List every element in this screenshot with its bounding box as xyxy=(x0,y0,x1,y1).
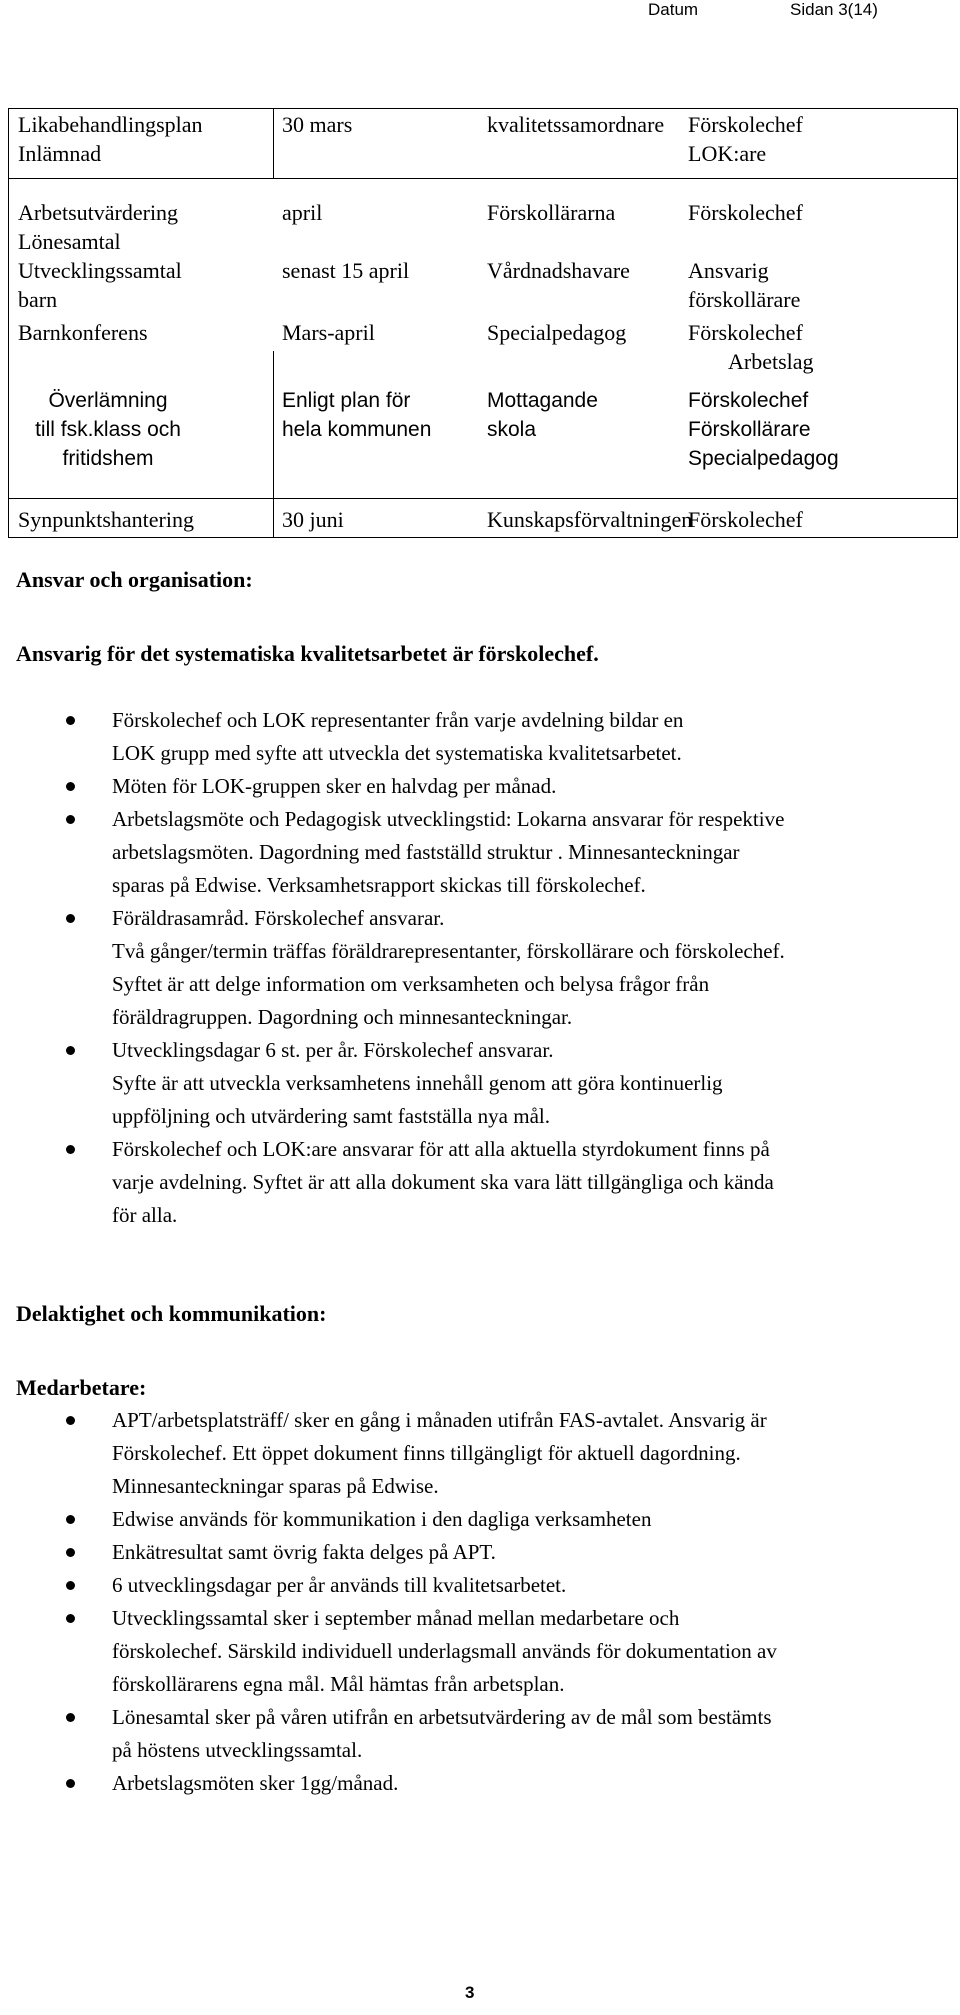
list-item xyxy=(16,1602,946,1701)
section-delaktighet-heading: Delaktighet och kommunikation: xyxy=(16,1301,327,1326)
table-cell-r2-c1 xyxy=(18,198,178,256)
section-ansvar-subheading: Ansvarig för det systematiska kvalitetsarbetet är förskolechef. xyxy=(16,641,599,666)
list-item xyxy=(16,902,946,1034)
list-item-line: APT/arbetsplatsträff/ sker en gång i månaden utifrån FAS-avtalet. Ansvarig är xyxy=(112,1408,767,1432)
table-cell-line: Kunskapsförvaltningen xyxy=(487,507,693,532)
table-cell-line: Ansvarig xyxy=(688,258,769,283)
list-item xyxy=(16,770,946,803)
table-cell-line: Förskollärare xyxy=(688,418,811,441)
table-cell-line: Mottagande xyxy=(487,389,598,412)
bullet-icon xyxy=(66,1779,75,1788)
bullet-icon xyxy=(66,815,75,824)
table-cell-r3-c4 xyxy=(688,256,960,314)
list-item-line: LOK grupp med syfte att utveckla det systematiska kvalitetsarbetet. xyxy=(112,741,682,765)
list-item-line: förskolechef. Särskild individuell underlagsmall används för dokumentation av xyxy=(112,1639,777,1663)
list-item-line: Utvecklingssamtal sker i september månad mellan medarbetare och xyxy=(112,1606,680,1630)
list-item-line: Arbetslagsmöte och Pedagogisk utvecklingstid: Lokarna ansvarar för respektive xyxy=(112,807,785,831)
list-item xyxy=(16,803,946,902)
table-cell-line: Förskolechef xyxy=(688,200,803,225)
table-cell-r5-c1 xyxy=(8,386,208,473)
table-cell-r2-c3 xyxy=(487,198,615,227)
table-cell-r3-c3 xyxy=(487,256,630,285)
bullet-icon xyxy=(66,1145,75,1154)
bullet-icon xyxy=(66,914,75,923)
table-cell-line: senast 15 april xyxy=(282,258,410,283)
table-cell-line: fritidshem xyxy=(62,447,154,470)
list-item-line: Minnesanteckningar sparas på Edwise. xyxy=(112,1474,439,1498)
list-item-line: Syfte är att utveckla verksamhetens innehåll genom att göra kontinuerlig xyxy=(112,1071,723,1095)
list-item-line: Enkätresultat samt övrig fakta delges på APT. xyxy=(112,1540,496,1564)
list-item-line: Förskolechef och LOK representanter från varje avdelning bildar en xyxy=(112,708,684,732)
page-number: 3 xyxy=(465,1983,475,2002)
table-cell-r4-c3 xyxy=(487,318,626,347)
table-cell-line: Förskollärarna xyxy=(487,200,616,225)
table-cell-r6-c3 xyxy=(487,505,692,534)
list-item-line: Edwise används för kommunikation i den dagliga verksamheten xyxy=(112,1507,652,1531)
list-item xyxy=(16,1034,946,1133)
list-item xyxy=(16,1701,946,1767)
list-item xyxy=(16,1536,946,1569)
list-item-line: Förskolechef och LOK:are ansvarar för att alla aktuella styrdokument finns på xyxy=(112,1137,770,1161)
table-cell-r3-c2 xyxy=(282,256,409,285)
list-item-line: på höstens utvecklingssamtal. xyxy=(112,1738,363,1762)
table-cell-line: Barnkonferens xyxy=(18,320,148,345)
table-cell-line: Överlämning xyxy=(48,389,168,412)
list-item-line: Möten för LOK-gruppen sker en halvdag per månad. xyxy=(112,774,557,798)
table-cell-line: Specialpedagog xyxy=(487,320,627,345)
list-item-line: varje avdelning. Syftet är att alla dokument ska vara lätt tillgängliga och kända xyxy=(112,1170,774,1194)
table-cell-line: Mars-april xyxy=(282,320,375,345)
table-cell-line: förskollärare xyxy=(688,287,801,312)
list-item-line: Två gånger/termin träffas föräldrarepresentanter, förskollärare och förskolechef. xyxy=(112,939,785,963)
bullet-icon xyxy=(66,716,75,725)
table-cell-r4-c2 xyxy=(282,318,375,347)
table-cell-r5-c4 xyxy=(688,386,839,473)
bullet-icon xyxy=(66,1515,75,1524)
responsibility-table xyxy=(8,108,958,538)
header-date-label: Datum xyxy=(648,0,699,19)
list-item xyxy=(16,1404,946,1503)
table-cell-line: hela kommunen xyxy=(282,418,432,441)
table-cell-line: barn xyxy=(18,287,58,312)
list-item-line: förskollärarens egna mål. Mål hämtas från arbetsplan. xyxy=(112,1672,565,1696)
table-cell-r1-c1 xyxy=(18,110,203,168)
delaktighet-list xyxy=(16,1404,946,1800)
table-cell-line: Enligt plan för xyxy=(282,389,411,412)
list-item-line: Utvecklingsdagar 6 st. per år. Förskolechef ansvarar. xyxy=(112,1038,554,1062)
ansvar-list xyxy=(16,704,946,1232)
list-item-line: uppföljning och utvärdering samt fastställa nya mål. xyxy=(112,1104,550,1128)
list-item-line: sparas på Edwise. Verksamhetsrapport skickas till förskolechef. xyxy=(112,873,646,897)
list-item xyxy=(16,704,946,770)
bullet-icon xyxy=(66,782,75,791)
table-cell-r6-c1 xyxy=(18,505,194,534)
bullet-icon xyxy=(66,1548,75,1557)
bullet-icon xyxy=(66,1046,75,1055)
table-cell-line: 30 mars xyxy=(282,112,353,137)
table-cell-r1-c3 xyxy=(487,110,664,139)
bullet-icon xyxy=(66,1713,75,1722)
table-cell-r2-c2 xyxy=(282,198,322,227)
table-cell-line: kvalitetssamordnare xyxy=(487,112,665,137)
list-item-line: Syftet är att delge information om verksamheten och belysa frågor från xyxy=(112,972,710,996)
table-cell-r3-c1 xyxy=(18,256,182,314)
table-cell-r6-c4 xyxy=(688,505,803,534)
table-cell-line: till fsk.klass och xyxy=(35,418,181,441)
list-item-line: 6 utvecklingsdagar per år används till kvalitetsarbetet. xyxy=(112,1573,567,1597)
bullet-icon xyxy=(66,1614,75,1623)
table-cell-r1-c2 xyxy=(282,110,352,139)
table-cell-r5-c2 xyxy=(282,386,431,444)
table-cell-line: Förskolechef xyxy=(688,112,803,137)
list-item-line: Förskolechef. Ett öppet dokument finns tillgängligt för aktuell dagordning. xyxy=(112,1441,741,1465)
table-cell-line: skola xyxy=(487,418,537,441)
table-cell-r1-c4 xyxy=(688,110,803,168)
table-cell-line: Utvecklingssamtal xyxy=(18,258,182,283)
table-cell-line: Förskolechef xyxy=(688,507,803,532)
table-cell-r4-c1 xyxy=(18,318,148,347)
list-item xyxy=(16,1569,946,1602)
table-cell-line: LOK:are xyxy=(688,141,767,166)
table-cell-line: Vårdnadshavare xyxy=(487,258,630,283)
list-item-line: Lönesamtal sker på våren utifrån en arbetsutvärdering av de mål som bestämts xyxy=(112,1705,772,1729)
table-cell-line: april xyxy=(282,200,323,225)
list-item-line: föräldragruppen. Dagordning och minnesanteckningar. xyxy=(112,1005,573,1029)
section-ansvar-heading: Ansvar och organisation: xyxy=(16,567,253,592)
table-cell-line: Arbetslag xyxy=(728,349,814,374)
table-cell-line: Specialpedagog xyxy=(688,447,839,470)
section-delaktighet-subheading: Medarbetare: xyxy=(16,1375,147,1400)
list-item xyxy=(16,1133,946,1232)
header-page-label: Sidan 3(14) xyxy=(790,0,878,19)
table-cell-line: Lönesamtal xyxy=(18,229,121,254)
table-cell-line: 30 juni xyxy=(282,507,344,532)
table-cell-line: Förskolechef xyxy=(688,320,803,345)
table-cell-line: Inlämnad xyxy=(18,141,102,166)
list-item xyxy=(16,1767,946,1800)
bullet-icon xyxy=(66,1416,75,1425)
list-item-line: Föräldrasamråd. Förskolechef ansvarar. xyxy=(112,906,445,930)
table-cell-line: Arbetsutvärdering xyxy=(18,200,179,225)
table-cell-r6-c2 xyxy=(282,505,344,534)
bullet-icon xyxy=(66,1581,75,1590)
table-cell-r2-c4 xyxy=(688,198,803,227)
list-item-line: arbetslagsmöten. Dagordning med fastställd struktur . Minnesanteckningar xyxy=(112,840,740,864)
table-cell-r4-c4 xyxy=(688,318,928,376)
table-cell-line: Likabehandlingsplan xyxy=(18,112,203,137)
table-cell-line: Synpunktshantering xyxy=(18,507,194,532)
list-item-line: för alla. xyxy=(112,1203,178,1227)
table-cell-line: Förskolechef xyxy=(688,389,809,412)
list-item xyxy=(16,1503,946,1536)
list-item-line: Arbetslagsmöten sker 1gg/månad. xyxy=(112,1771,399,1795)
table-cell-r5-c3 xyxy=(487,386,598,444)
